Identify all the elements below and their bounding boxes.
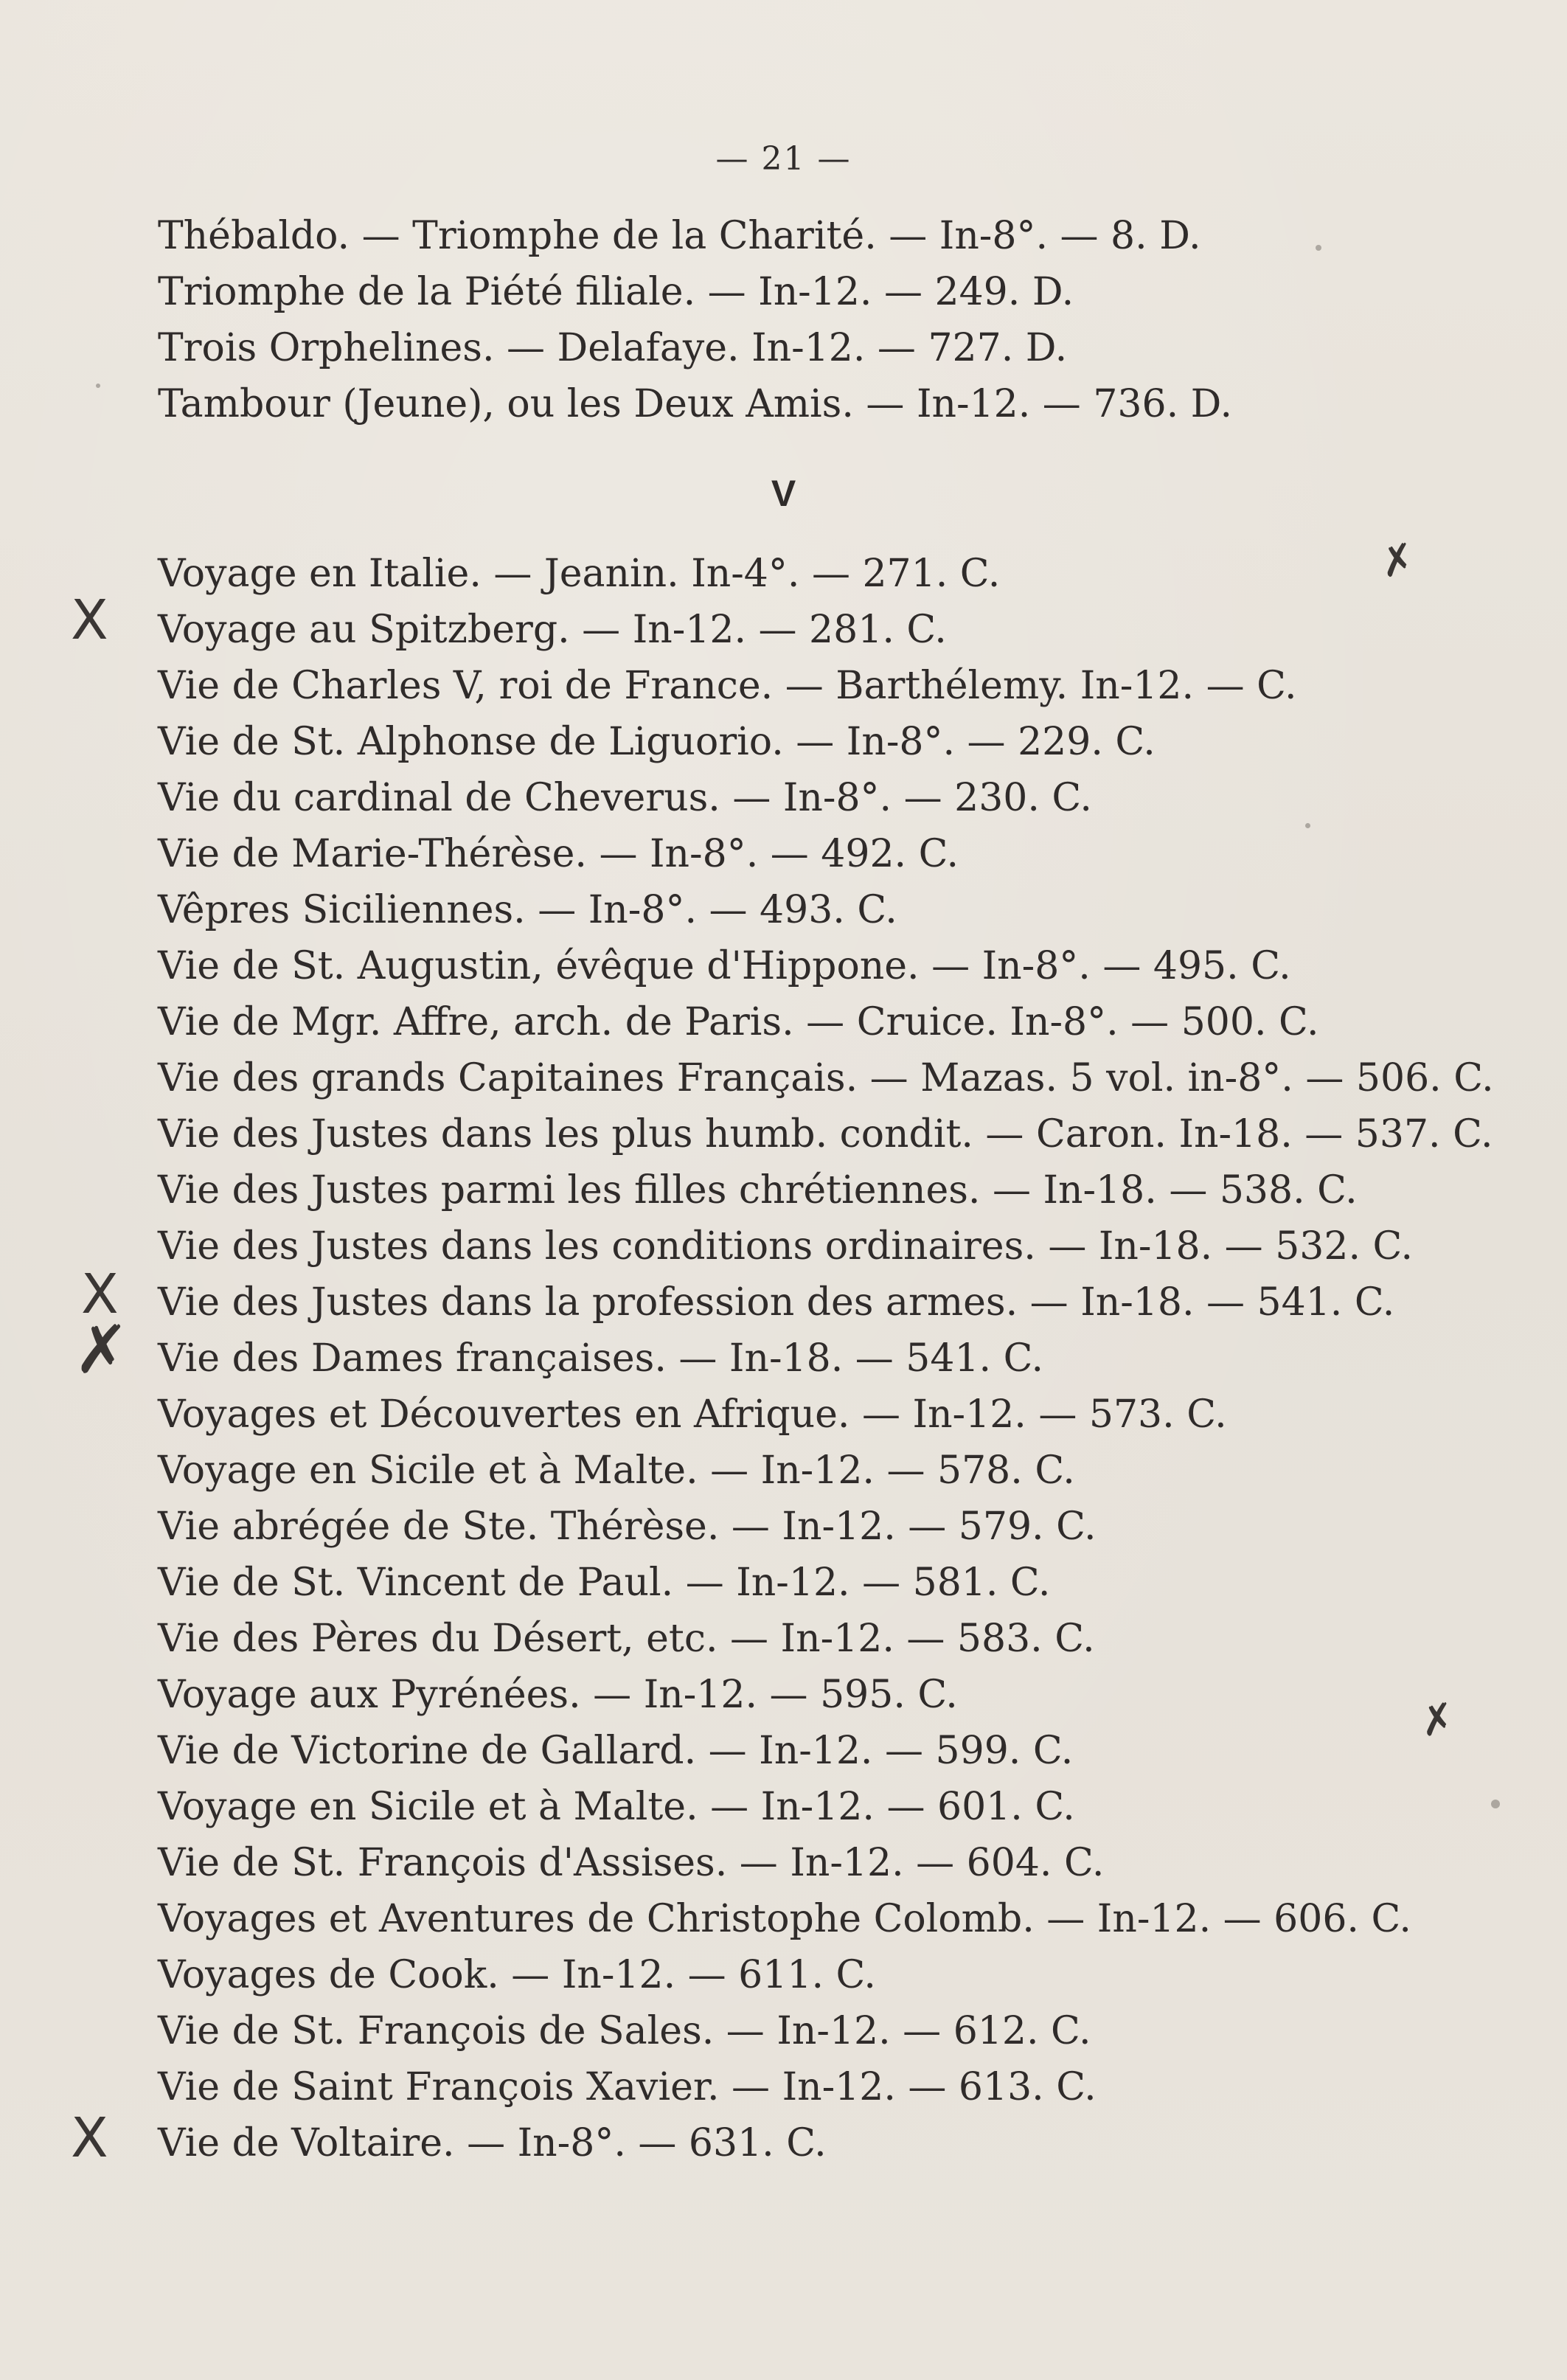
section-letter: V <box>771 473 796 514</box>
margin-cross-mark: X <box>71 589 108 652</box>
catalog-entry: Vie des Justes parmi les filles chrétiennes. — In-18. — 538. C. <box>158 1168 1358 1212</box>
page-number: — 21 — <box>715 140 852 178</box>
catalog-entry: Vie de Marie-Thérèse. — In-8°. — 492. C. <box>158 832 959 876</box>
catalog-entry: Vie de Charles V, roi de France. — Barthélemy. In-12. — C. <box>158 664 1297 708</box>
catalog-entry: Voyage en Sicile et à Malte. — In-12. — 578. C. <box>158 1449 1075 1493</box>
catalog-entry: Vie de St. François d'Assises. — In-12. — 604. C. <box>158 1841 1105 1885</box>
catalog-entry: Triomphe de la Piété filiale. — In-12. — 249. D. <box>158 270 1074 314</box>
catalog-entry: Vie des Justes dans les conditions ordinaires. — In-18. — 532. C. <box>158 1224 1413 1269</box>
catalog-entry: Vie de Mgr. Affre, arch. de Paris. — Cruice. In-8°. — 500. C. <box>158 1000 1319 1044</box>
catalog-entry: Vie de Saint François Xavier. — In-12. — 613. C. <box>158 2065 1097 2109</box>
catalog-entry: Vie de Victorine de Gallard. — In-12. — 599. C. <box>158 1729 1074 1773</box>
catalog-entry: Vêpres Siciliennes. — In-8°. — 493. C. <box>158 888 897 932</box>
margin-tick-mark: ✗ <box>1375 533 1420 589</box>
catalog-entry: Vie des Justes dans la profession des armes. — In-18. — 541. C. <box>158 1280 1395 1325</box>
paper-speck <box>1305 823 1310 828</box>
catalog-entry: Vie des Pères du Désert, etc. — In-12. — 583. C. <box>158 1617 1095 1661</box>
catalog-entry: Vie de Voltaire. — In-8°. — 631. C. <box>158 2121 827 2165</box>
catalog-entry: Vie des grands Capitaines Français. — Mazas. 5 vol. in-8°. — 506. C. <box>158 1056 1494 1100</box>
catalog-entry: Vie des Justes dans les plus humb. condit. — Caron. In-18. — 537. C. <box>158 1112 1493 1156</box>
margin-cross-mark: X <box>81 1263 119 1326</box>
catalog-entry: Voyage en Italie. — Jeanin. In-4°. — 271. C. <box>158 552 1001 596</box>
paper-speck <box>96 384 100 388</box>
catalog-entry: Voyages et Aventures de Christophe Colomb. — In-12. — 606. C. <box>158 1897 1411 1941</box>
catalog-entry: Vie de St. Augustin, évêque d'Hippone. — In-8°. — 495. C. <box>158 944 1291 988</box>
catalog-entry: Voyage en Sicile et à Malte. — In-12. — 601. C. <box>158 1785 1075 1829</box>
paper-speck <box>1491 1800 1500 1808</box>
catalog-entry: Voyage au Spitzberg. — In-12. — 281. C. <box>158 608 947 652</box>
catalog-entry: Voyage aux Pyrénées. — In-12. — 595. C. <box>158 1673 958 1717</box>
catalog-entry: Voyages de Cook. — In-12. — 611. C. <box>158 1953 876 1997</box>
catalog-entry: Vie abrégée de Ste. Thérèse. — In-12. — 579. C. <box>158 1505 1097 1549</box>
catalog-entry: Vie des Dames françaises. — In-18. — 541. C. <box>158 1336 1044 1381</box>
catalog-entry: Trois Orphelines. — Delafaye. In-12. — 727. D. <box>158 326 1068 370</box>
margin-cross-mark: X <box>71 2106 108 2170</box>
catalog-entry: Voyages et Découvertes en Afrique. — In-12. — 573. C. <box>158 1392 1227 1437</box>
margin-star-mark: ✗ <box>74 1311 130 1389</box>
paper-speck <box>1316 245 1321 251</box>
catalog-entry: Vie de St. Alphonse de Liguorio. — In-8°. — 229. C. <box>158 720 1156 764</box>
catalog-entry: Vie de St. François de Sales. — In-12. — 612. C. <box>158 2009 1091 2053</box>
margin-tick-mark: ✗ <box>1416 1693 1459 1747</box>
catalog-entry: Tambour (Jeune), ou les Deux Amis. — In-12. — 736. D. <box>158 382 1232 426</box>
catalog-entry: Thébaldo. — Triomphe de la Charité. — In-8°. — 8. D. <box>158 214 1201 258</box>
catalog-entry: Vie de St. Vincent de Paul. — In-12. — 581. C. <box>158 1561 1051 1605</box>
catalog-entry: Vie du cardinal de Cheverus. — In-8°. — 230. C. <box>158 776 1092 820</box>
